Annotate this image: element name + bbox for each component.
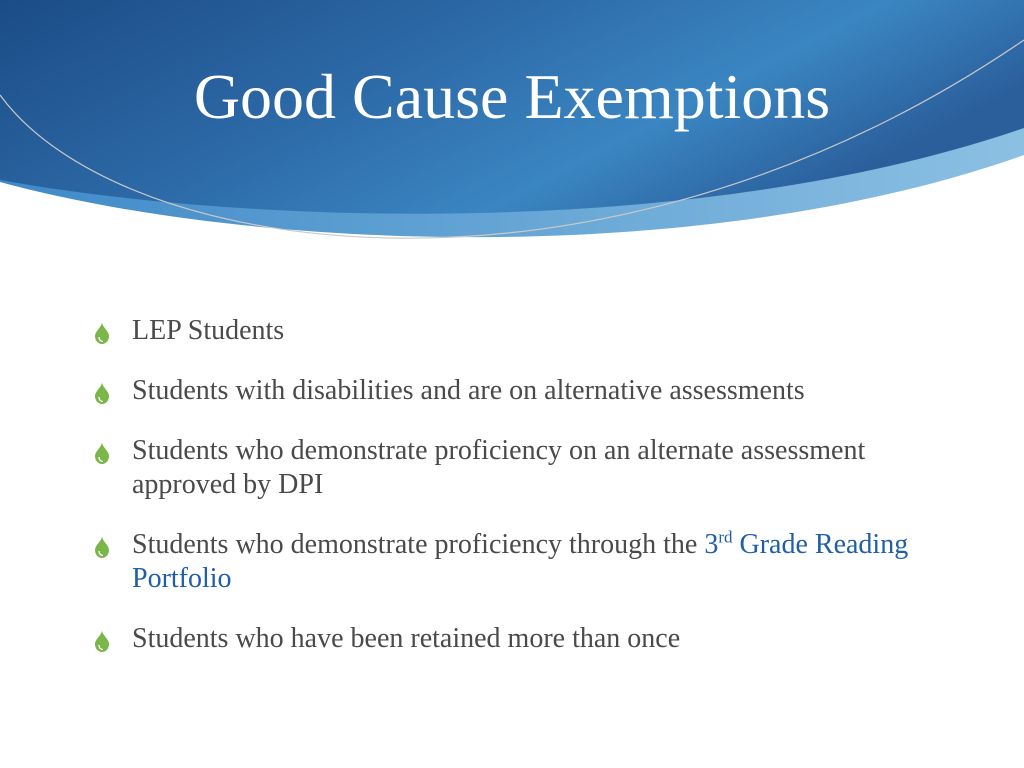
bullet-list (94, 314, 974, 682)
bullet-item (94, 314, 974, 348)
link-superscript: rd (718, 527, 733, 547)
leaf-bullet-icon (94, 322, 110, 344)
bullet-item (94, 434, 974, 502)
bullet-item (94, 622, 974, 656)
bullet-text: Students who demonstrate proficiency through the (132, 529, 705, 560)
leaf-bullet-icon (94, 382, 110, 404)
bullet-text: LEP Students (132, 315, 285, 346)
link-text: Grade Reading Portfolio (132, 529, 909, 594)
link-number: 3 (704, 529, 719, 560)
bullet-text: Students who have been retained more than once (132, 623, 681, 654)
leaf-bullet-icon (94, 442, 110, 464)
bullet-text: Students with disabilities and are on alternative assessments (132, 375, 805, 406)
header-swoosh-background (0, 0, 1024, 300)
leaf-bullet-icon (94, 630, 110, 652)
bullet-item (94, 374, 974, 408)
slide-title: Good Cause Exemptions (193, 61, 831, 132)
bullet-text: Students who demonstrate proficiency on an alternate assessment approved by DPI (132, 435, 866, 500)
bullet-item (94, 528, 974, 596)
leaf-bullet-icon (94, 536, 110, 558)
